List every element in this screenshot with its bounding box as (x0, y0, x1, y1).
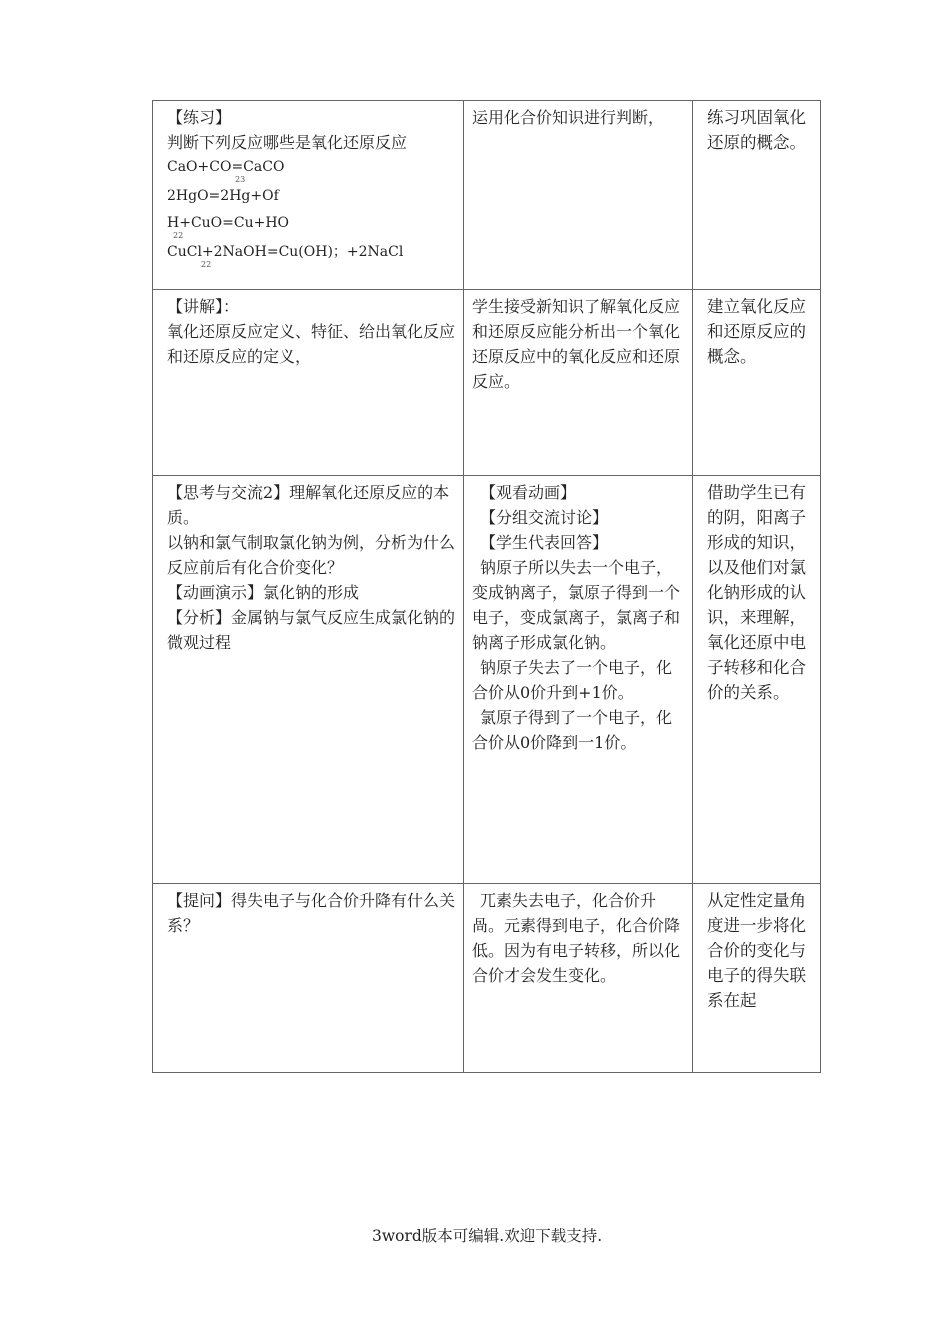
cell-text: 钠原子所以失去一个电子，变成钠离子，氯原子得到一个电子，变成氯离子，氯离子和钠离子形成氯化钠。 (472, 558, 681, 652)
cell-text: 练习巩固氧化还原的概念。 (707, 108, 806, 152)
cell-text: 【学生代表回答】 (480, 533, 609, 552)
cell-text: 【分析】金属钠与氯气反应生成氯化钠的微观过程 (167, 608, 456, 652)
cell-text: 运用化合价知识进行判断， (472, 108, 665, 127)
table-row (153, 101, 821, 290)
section-heading: 【练习】 (167, 108, 232, 127)
cell-text: 【思考与交流2】理解氧化还原反应的本质。 (167, 483, 450, 527)
cell-text: 氯原子得到了一个电子，化合价从0价降到一1价。 (472, 708, 673, 752)
cell-text: 钠原子失去了一个电子，化合价从0价升到+1价。 (472, 658, 673, 702)
equation-subscript: 22 (201, 260, 212, 269)
equation-subscript: 23 (235, 175, 246, 184)
student-activity-cell (464, 101, 693, 290)
teacher-activity-cell (153, 290, 464, 476)
cell-text: 学生接受新知识了解氧化反应和还原反应能分析出一个氧化还原反应中的氧化反应和还原反应。 (472, 297, 681, 391)
cell-text: 以钠和氯气制取氯化钠为例，分析为什么反应前后有化合价变化？ (167, 533, 456, 577)
equation: CuCl+2NaOH=Cu(OH)；+2NaCl (167, 244, 404, 260)
cell-text: 【提问】得失电子与化合价升降有什么关系？ (167, 891, 456, 935)
table-row (153, 884, 821, 1073)
cell-text: 判断下列反应哪些是氧化还原反应 (167, 133, 408, 152)
table-row (153, 290, 821, 476)
cell-text: 氧化还原反应定义、特征、给出氧化反应和还原反应的定义， (167, 322, 456, 366)
student-activity-cell (464, 290, 693, 476)
teacher-activity-cell (153, 101, 464, 290)
cell-text: 【观看动画】 (480, 483, 577, 502)
section-heading: 【讲解】： (167, 297, 240, 316)
student-activity-cell (464, 476, 693, 884)
student-activity-cell (464, 884, 693, 1073)
teacher-activity-cell (153, 884, 464, 1073)
cell-text: 从定性定量角度进一步将化合价的变化与电子的得失联系在起 (707, 891, 806, 1010)
page-footer: 3word版本可编辑.欢迎下载支持. (372, 1227, 603, 1245)
design-intent-cell (693, 101, 821, 290)
design-intent-cell (693, 476, 821, 884)
equation: CaO+CO=CaCO (167, 159, 285, 175)
equation: 2HgO=2Hg+Of (167, 188, 279, 204)
teacher-activity-cell (153, 476, 464, 884)
design-intent-cell (693, 290, 821, 476)
cell-text: 借助学生已有的阴，阳离子形成的知识，以及他们对氯化钠形成的认识，来理解，氧化还原中电子转移和化合价的关系。 (707, 483, 806, 702)
lesson-table (152, 100, 821, 1073)
equation-subscript: 22 (173, 231, 184, 240)
equation: H+CuO=Cu+HO (167, 215, 290, 231)
cell-text: 建立氧化反应和还原反应的概念。 (707, 297, 806, 366)
table-row (153, 476, 821, 884)
design-intent-cell (693, 884, 821, 1073)
cell-text: 兀素失去电子，化合价升咼。元素得到电子，化合价降低。因为有电子转移，所以化合价才会发生变化。 (472, 891, 681, 985)
cell-text: 【分组交流讨论】 (480, 508, 609, 527)
cell-text: 【动画演示】氯化钠的形成 (167, 583, 360, 602)
